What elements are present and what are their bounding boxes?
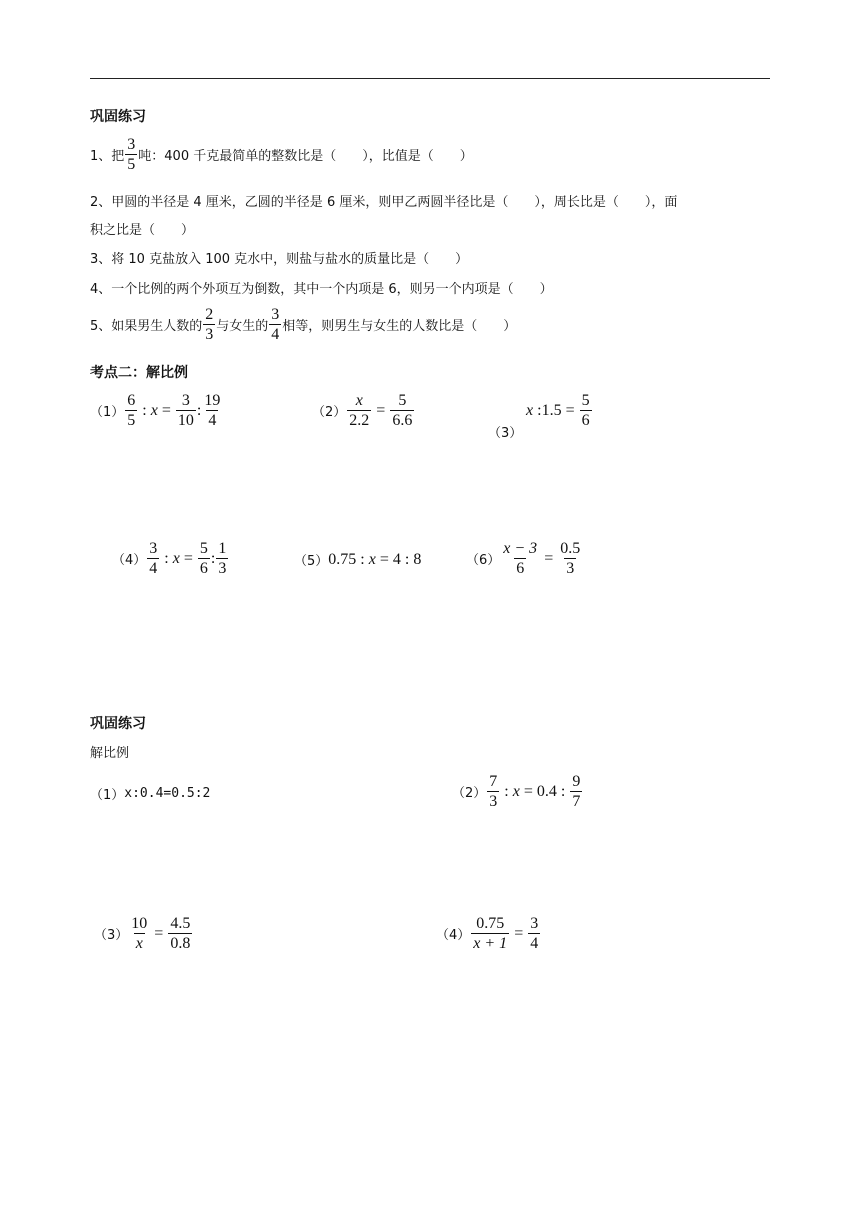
section2-p1-b-num: 3	[181, 392, 190, 409]
q5-fraction-2	[269, 305, 281, 344]
section3-p4-a-den: x + 1	[473, 935, 508, 952]
q5-rest: 相等，则男生与女生的人数比是（ ）	[282, 319, 517, 334]
problem-2-4: （4） $\frac{3}{4}$ : x = $\frac{5}{6}$ : $\frac{1}{3}$	[112, 540, 227, 577]
problem-2-5: （5） 0.75 : x = 4 : 8	[294, 550, 422, 569]
p3-3-label: （3）	[94, 928, 129, 943]
p3-4-label: （4）	[436, 928, 471, 943]
p3-1-label: （1）	[90, 788, 125, 803]
section3-subtitle: 解比例	[90, 746, 130, 761]
section2-p4-a-den: 4	[149, 560, 158, 577]
section2-p4-c-num: 1	[218, 540, 227, 557]
section1-title: 巩固练习	[90, 109, 146, 125]
q5-f2-num: 3	[271, 306, 280, 323]
section3-p4-b-num: 3	[530, 915, 539, 932]
p2-1-label: （1）	[90, 405, 125, 420]
problem-2-1: （1） $\frac{6}{5}$ : x = $\frac{3}{10}$ : $\frac{19}{4}$	[90, 392, 221, 429]
p3-2-mid: 0.4	[536, 782, 557, 800]
section3-p3-a-num: 10	[131, 915, 148, 932]
problem-3-3: （3） $\frac{10}{x}$ = $\frac{4.5}{0.8}$	[94, 915, 191, 952]
section3-p3-a-den: x	[135, 935, 143, 952]
q5-mid: 与女生的	[216, 319, 269, 334]
p2-4-x: x	[172, 549, 180, 567]
section2-p1-a-num: 6	[127, 392, 136, 409]
problem-2-3: x : 1.5 = $\frac{5}{6}$	[526, 392, 590, 429]
question-2-line1: 2、甲圆的半径是 4 厘米，乙圆的半径是 6 厘米，则甲乙两圆半径比是（ ），周长比是（ ），面	[90, 195, 678, 210]
p2-5-x: x	[368, 550, 376, 568]
p2-2-frac-b	[390, 391, 414, 430]
p2-2-frac-a	[347, 391, 371, 430]
q1-rest: 吨：400 千克最简单的整数比是（ ），比值是（ ）	[138, 149, 473, 164]
section2-p4-b-num: 5	[199, 540, 208, 557]
section3-p2-b-num: 9	[572, 773, 581, 790]
p2-5-label: （5）	[294, 554, 329, 569]
section2-p6-b-den: 3	[566, 560, 575, 577]
section2-p2-a-num: x	[355, 392, 363, 409]
p2-3-frac-b	[580, 391, 592, 430]
p3-1-text: x:0.4=0.5:2	[124, 786, 211, 801]
section3-p2-a-den: 3	[489, 793, 498, 810]
section2-p3-b-den: 6	[581, 412, 590, 429]
section2-p2-b-num: 5	[398, 392, 407, 409]
section3-p2-a-num: 7	[489, 773, 498, 790]
q1-prefix: 1、把	[90, 149, 125, 164]
section2-p6-a-num: x − 3	[503, 540, 538, 557]
section3-p2-b-den: 7	[572, 793, 581, 810]
section2-p6-a-den: 6	[516, 560, 525, 577]
header-rule	[90, 78, 770, 79]
p2-3-x: x	[526, 401, 534, 419]
q5-f1-num: 2	[205, 306, 214, 323]
p2-1-frac-c	[202, 391, 222, 430]
question-1	[90, 135, 473, 174]
question-2-line2: 积之比是（ ）	[90, 223, 195, 238]
section2-title: 考点二：解比例	[90, 365, 188, 381]
section2-p4-b-den: 6	[199, 560, 208, 577]
p3-4-frac-a	[471, 914, 509, 953]
section2-p2-a-den: 2.2	[349, 412, 370, 429]
section2-p3-b-num: 5	[581, 392, 590, 409]
p2-3-lhs: 1.5	[541, 401, 562, 419]
p3-2-frac-b	[570, 772, 582, 811]
p3-2-label: （2）	[452, 786, 487, 801]
section2-p2-b-den: 6.6	[392, 412, 413, 429]
p3-2-x: x	[512, 782, 520, 800]
p2-1-frac-a	[125, 391, 137, 430]
p2-6-frac-a	[501, 539, 539, 578]
q5-f1-den: 3	[205, 326, 214, 343]
section3-title: 巩固练习	[90, 716, 146, 732]
p3-2-frac-a	[487, 772, 499, 811]
q1-frac-den: 5	[127, 156, 136, 173]
p3-3-frac-a	[129, 914, 149, 953]
p2-4-label: （4）	[112, 553, 147, 568]
question-5	[90, 305, 516, 344]
problem-3-2: （2） $\frac{7}{3}$ : x = 0.4 : $\frac{9}{7}$	[452, 773, 581, 810]
p2-4-frac-a	[147, 539, 159, 578]
p2-5-a: 0.75	[328, 550, 357, 568]
q5-prefix: 5、如果男生人数的	[90, 319, 203, 334]
section2-p4-a-num: 3	[149, 540, 158, 557]
p3-4-frac-b	[528, 914, 540, 953]
section2-p1-c-num: 19	[204, 392, 221, 409]
section3-p4-b-den: 4	[530, 935, 539, 952]
section3-p4-a-num: 0.75	[476, 915, 505, 932]
question-3: 3、将 10 克盐放入 100 克水中，则盐与盐水的质量比是（ ）	[90, 252, 469, 267]
p2-4-frac-b	[198, 539, 210, 578]
p2-3-label: （3）	[488, 426, 523, 441]
q5-fraction-1	[203, 305, 215, 344]
p2-6-label: （6）	[466, 553, 501, 568]
problem-3-1	[90, 784, 210, 803]
q5-f2-den: 4	[271, 326, 280, 343]
p2-5-rhs: 4 : 8	[392, 550, 422, 568]
section2-p1-c-den: 4	[208, 412, 217, 429]
q1-fraction	[125, 135, 137, 174]
q1-frac-num: 3	[127, 136, 136, 153]
p2-6-frac-b	[558, 539, 582, 578]
problem-2-2: （2） $\frac{x}{2.2}$ = $\frac{5}{6.6}$	[312, 392, 413, 429]
section3-p3-b-den: 0.8	[170, 935, 191, 952]
p3-3-frac-b	[168, 914, 192, 953]
section2-p6-b-num: 0.5	[560, 540, 581, 557]
problem-2-6: （6） $\frac{x - 3}{6}$ = $\frac{0.5}{3}$	[466, 540, 581, 577]
p2-1-x: x	[150, 401, 158, 419]
section2-p1-a-den: 5	[127, 412, 136, 429]
problem-3-4: （4） $\frac{0.75}{x + 1}$ = $\frac{3}{4}$	[436, 915, 539, 952]
p2-2-label: （2）	[312, 405, 347, 420]
section2-p1-b-den: 10	[177, 412, 194, 429]
p2-4-frac-c	[216, 539, 228, 578]
p2-1-frac-b	[176, 391, 196, 430]
question-4: 4、一个比例的两个外项互为倒数，其中一个内项是 6，则另一个内项是（ ）	[90, 282, 553, 297]
section3-p3-b-num: 4.5	[170, 915, 191, 932]
section2-p4-c-den: 3	[218, 560, 227, 577]
